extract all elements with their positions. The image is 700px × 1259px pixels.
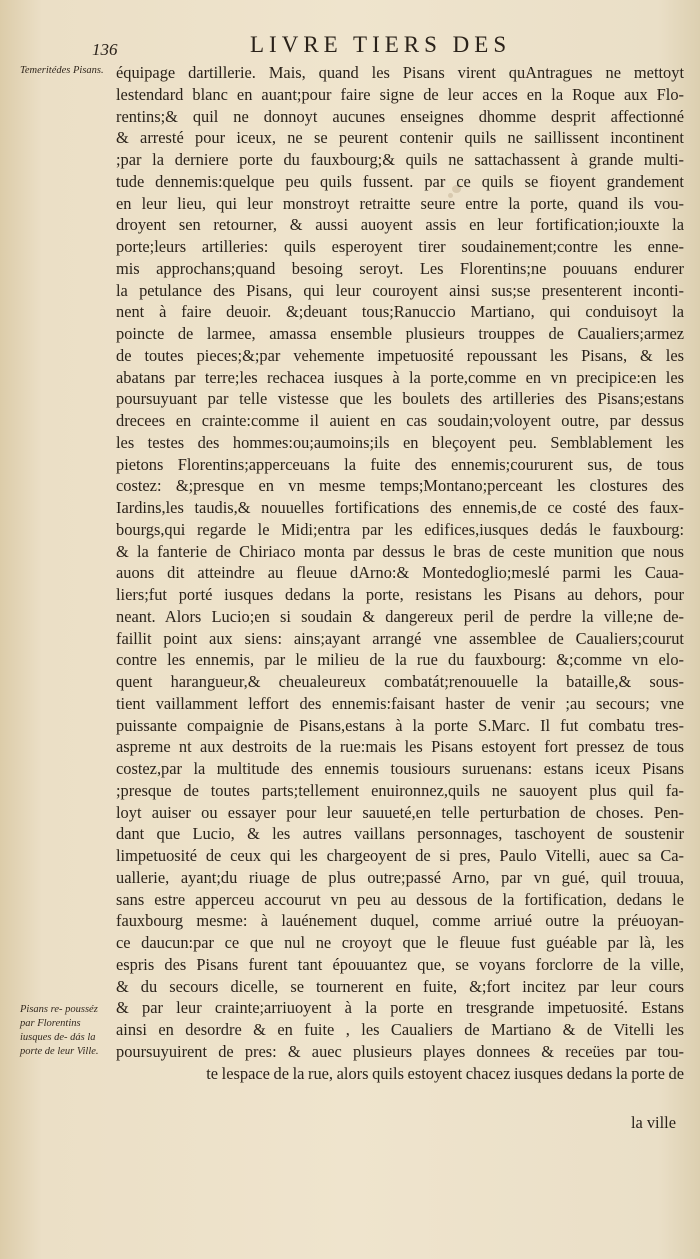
- text-line: tude dennemis:quelque peu quils fussent. par ce quils se fioyent grandement: [116, 171, 684, 191]
- text-line: loyt auiser ou essayer pour leur sauueté,en telle perturbation de choses. Pen-: [116, 802, 684, 822]
- page-number: 136: [92, 40, 118, 59]
- text-line: poincte de larmee, amassa ensemble plusieurs trouppes de Caualiers;armez: [116, 324, 684, 343]
- text-line: uallerie, ayant;du riuage de plus outre;passé Arno, par vn gué, quil trouua,: [116, 867, 684, 887]
- text-line: faillit point aux siens: ains;ayant arrangé vne assemblee de Caualiers;courut: [116, 628, 684, 648]
- text-line: ce daucun:par ce que nul ne croyoyt que le fleuue fust guéable par là, les: [116, 933, 684, 952]
- main-text-block: [116, 62, 684, 1084]
- text-line: & par leur crainte;arriuoyent à la porte en tresgrande impetuosité. Estans: [116, 998, 684, 1018]
- text-line: neant. Alors Lucio;en si soudain & dangereux peril de perdre la ville;ne de-: [116, 606, 684, 626]
- text-line: te lespace de la rue, alors quils estoyent chacez iusques dedans la porte de: [206, 1063, 684, 1083]
- running-title: LIVRE TIERS DES: [250, 32, 512, 57]
- text-line: costez: &;presque en vn mesme temps;Montano;perceant les clostures des: [116, 476, 684, 496]
- text-line: sans estre apperceu accourut vn peu au dessous de la fortification, dedans le: [116, 889, 684, 909]
- text-line: & la fanterie de Chiriaco monta par dessus le bras de ceste munition que nous: [116, 541, 684, 561]
- text-line: bourgs,qui regarde le Midi;entra par les edifices,iusques dedás le fauxbourg:: [116, 519, 684, 539]
- text-line: limpetuosité de ceux qui les chargeoyent de si pres, Paulo Vitelli, auec sa Ca-: [116, 846, 684, 865]
- text-line: auons dit atteindre au fleuue dArno:& Montedoglio;meslé parmi les Caua-: [116, 563, 684, 583]
- text-line: lestendard blanc en auant;pour faire signe de leur acces en la Roque aux Flo-: [116, 84, 684, 104]
- text-line: costez,par la multitude des ennemis tousiours suruenans: estans iceux Pisans: [116, 759, 684, 778]
- text-line: liers;fut porté iusques dedans la porte, resistans les Pisans au dehors, pour: [116, 585, 684, 604]
- text-line: drecees en crainte:comme il auient en cas soudain;voloyent outre, par dessus: [116, 411, 684, 430]
- catchword: la ville: [630, 1113, 676, 1132]
- text-line: puissante compaignie de Pisans,estans à la porte S.Marc. Il fut combatu tres-: [116, 715, 684, 735]
- text-line: porte;leurs artilleries: quils esperoyent tirer soudainement;contre les enne-: [116, 237, 684, 256]
- text-line: rentins;& quil ne donnoyt aucunes enseignes dhomme desprit affectionné: [116, 106, 684, 126]
- text-line: ;presque de toutes parts;tellement enuironnez,quils ne sauoyent plus quil fa-: [116, 780, 684, 800]
- text-line: tient vaillamment leffort des ennemis:faisant haster de venir ;au secours; vne: [116, 693, 684, 713]
- text-line: droyent sen retourner, & aussi auoyent assis en leur fortification;iouxte la: [116, 215, 684, 235]
- page-header: [0, 30, 700, 60]
- text-line: pietons Florentins;apperceuans la fuite des ennemis;coururent sus, de tous: [116, 454, 684, 474]
- text-line: quent harangueur,& cheualeureux combatát;renouuelle la bataille,& sous-: [116, 672, 684, 691]
- text-line: ainsi en desordre & en fuite , les Caualiers de Martiano & de Vitelli les: [116, 1020, 684, 1039]
- text-line: la petulance des Pisans, qui leur couroyent ainsi sus;se presenterent inconti-: [116, 280, 684, 300]
- margin-note-pisans-repoussez: Pisans re- pousséz par Florentins iusques de- dás la porte de leur Ville.: [20, 1004, 99, 1057]
- text-line: aspreme nt aux destroits de la rue:mais les Pisans estoyent fort pressez de tous: [116, 737, 684, 757]
- text-line: équipage dartillerie. Mais, quand les Pisans virent quAntragues ne mettoyt: [116, 63, 684, 82]
- text-line: de toutes pieces;&;par vehemente impetuosité repoussant les Pisans, & les: [116, 345, 684, 365]
- text-line: nent à faire deuoir. &;deuant tous;Ranuccio Martiano, qui conduisoyt la: [116, 302, 684, 322]
- text-line: poursuyuant par telle vistesse que les boulets des artilleries des Pisans;estans: [116, 389, 684, 409]
- text-line: & arresté pour iceux, ne se peurent contenir quils ne saillissent incontinent: [116, 128, 684, 148]
- text-line: dant que Lucio, & les autres vaillans personnages, taschoyent de soustenir: [116, 824, 684, 844]
- text-line: & du secours dicelle, se tournerent en fuite, &;fort incitez par leur cours: [116, 976, 684, 996]
- text-line: les testes des hommes:ou;aumoins;ils en bleçoyent peu. Semblablement les: [116, 432, 684, 452]
- text-line: abatans par terre;les rechacea iusques à la porte,comme en vn precipice:en les: [116, 367, 684, 387]
- text-line: mis approchans;quand besoing seroyt. Les Florentins;ne pouuans endurer: [116, 258, 684, 278]
- text-line: contre les ennemis, par le milieu de la rue du fauxbourg: &;comme vn elo-: [116, 650, 684, 670]
- text-line: espris des Pisans furent tant épouuantez que, se voyans forclorre de la ville,: [116, 954, 684, 974]
- text-line: poursuyuirent de pres: & auec plusieurs playes donnees & receües par tou-: [116, 1041, 684, 1061]
- text-line: en leur lieu, qui leur monstroyt retraitte seure entre la porte, quand ils vou-: [116, 193, 684, 213]
- margin-note-temerite: Temeritédes Pisans.: [20, 65, 104, 76]
- text-line: Iardins,les taudis,& nouuelles fortifications des ennemis,de ce costé des faux-: [116, 498, 684, 517]
- text-line: ;par la derniere porte du fauxbourg;& quils ne sattachassent à grande multi-: [116, 150, 684, 169]
- text-line: fauxbourg mesme: à lauénement duquel, comme arriué outre la préuoyan-: [116, 911, 684, 931]
